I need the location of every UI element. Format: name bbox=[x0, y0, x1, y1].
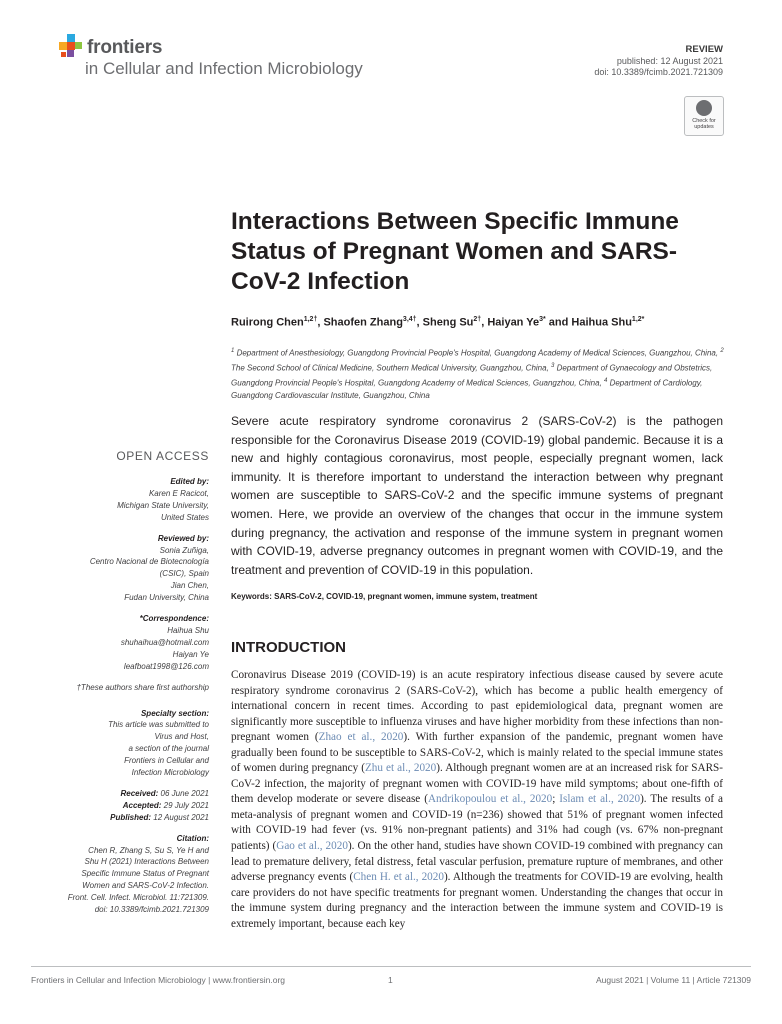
sidebar-line: United States bbox=[160, 512, 209, 522]
sidebar-line: Infection Microbiology bbox=[131, 768, 209, 778]
check-updates-button[interactable] bbox=[684, 96, 724, 136]
date-label: Received: bbox=[120, 788, 161, 798]
introduction-body bbox=[231, 668, 723, 932]
sidebar-line[interactable]: leafboat1998@126.com bbox=[123, 661, 209, 671]
sidebar-line: a section of the journal bbox=[128, 744, 209, 754]
date-label: Published: bbox=[110, 812, 154, 822]
reviewed-by-list bbox=[60, 545, 209, 605]
specialty-label: Specialty section: bbox=[140, 708, 209, 718]
affiliation-number: 3 bbox=[551, 362, 555, 369]
sidebar-line: This article was submitted to bbox=[108, 720, 209, 730]
author-affil-marker: 3* bbox=[539, 316, 546, 323]
citation-label: Citation: bbox=[176, 833, 209, 843]
sidebar-line: Frontiers in Cellular and bbox=[124, 756, 209, 766]
body-text: ). With further expansion of the pandemic, pregnant women have gradually been found to be susceptible to SARS-CoV-2, which is mainly related to the special immune states of women during pregnancy ( bbox=[231, 731, 723, 775]
published-date: published: 12 August 2021 bbox=[616, 55, 723, 66]
footer-divider bbox=[31, 966, 751, 967]
author-name[interactable]: Shaofen Zhang bbox=[323, 316, 403, 329]
citation-link[interactable]: Islam et al., 2020 bbox=[559, 793, 641, 806]
author-list: Ruirong Chen$^{1,2\dagger}$, Shaofen Zhang$^{3,4\dagger}$, Sheng $Su^{2\dagger}$, Haiyan $Ye^{3*}$ and Haihua Shu$^{1,2*}$ bbox=[231, 316, 645, 329]
dates-list bbox=[60, 788, 209, 824]
sidebar-line: Haiyan Ye bbox=[172, 649, 209, 659]
citation-link[interactable]: Andrikopoulou et al., 2020 bbox=[427, 793, 553, 806]
open-access-label: OPEN ACCESS bbox=[116, 449, 209, 463]
date-row bbox=[60, 788, 209, 800]
keywords-list: SARS-CoV-2, COVID-19, pregnant women, immune system, treatment bbox=[274, 592, 538, 601]
edited-by-list bbox=[60, 488, 209, 524]
author-name[interactable]: Haihua Shu bbox=[571, 316, 632, 329]
brand-name: frontiers bbox=[87, 37, 163, 58]
introduction-heading: INTRODUCTION bbox=[231, 639, 346, 656]
citation-link[interactable]: Zhu et al., 2020 bbox=[364, 762, 437, 775]
citation-list bbox=[60, 845, 209, 916]
date-row bbox=[60, 800, 209, 812]
sidebar-line: Centro Nacional de Biotecnología bbox=[89, 557, 209, 567]
sidebar-line: Michigan State University, bbox=[117, 500, 209, 510]
article-type: REVIEW bbox=[685, 44, 723, 55]
check-updates-label: Check for updates bbox=[692, 118, 716, 130]
edited-by-label: Edited by: bbox=[170, 477, 209, 486]
abstract: Severe acute respiratory syndrome coronavirus 2 (SARS-CoV-2) is the pathogen responsible for the Coronavirus Disease 2019 (COVID-19) global pandemic. Because it is a new and highly contagious coronavirus, most people, especially pregnant women, lack immunity. It is therefore important to understand the interaction between why pregnant women are susceptible to SARS-CoV-2 and the specific immune systems of pregnant women. Here, we provide an overview of the changes that occur in the immune system during pregnancy, the activation and response of the immune system in pregnant women with COVID-19, adverse pregnancy outcomes in pregnant women with COVID-19, and the treatment and prevention of COVID-19 in this population. bbox=[231, 414, 723, 577]
author-affil-marker: 1,2* bbox=[631, 316, 645, 323]
article-meta bbox=[594, 44, 723, 79]
keywords-label: Keywords: bbox=[231, 592, 272, 601]
affiliation-text: Department of Cardiology, Guangdong Cardiovascular Institute, Guangzhou, China bbox=[231, 378, 703, 400]
affiliations bbox=[231, 345, 731, 402]
affiliation-number: 4 bbox=[604, 377, 608, 384]
body-text: ; bbox=[552, 793, 560, 806]
body-text: Coronavirus Disease 2019 (COVID-19) is an acute respiratory infectious disease caused by severe acute respiratory syndrome coronavirus 2 (SARS-CoV-2), which has become a public health emergency of international concern in recent times. According to past epidemiological data, pregnant women are significantly more susceptible to influenza viruses and have higher morbidity from these infections than non-pregnant women ( bbox=[231, 669, 723, 744]
specialty-list bbox=[60, 719, 209, 779]
sidebar bbox=[60, 449, 209, 916]
date-value: 12 August 2021 bbox=[153, 812, 209, 822]
footer-journal: Frontiers in Cellular and Infection Microbiology | www.frontiersin.org bbox=[31, 975, 286, 985]
page-number: 1 bbox=[388, 975, 393, 985]
sidebar-line: Haihua Shu bbox=[167, 625, 209, 635]
body-text: ). On the other hand, studies have shown COVID-19 combined with pregnancy can lead to premature delivery, fetal distress, fetal vascular perfusion, premature rupture of membranes, and other adverse pregnancy events ( bbox=[231, 840, 723, 884]
sidebar-line: doi: 10.3389/fcimb.2021.721309 bbox=[94, 905, 209, 915]
affiliation-number: 2 bbox=[720, 348, 724, 354]
author-affil-marker: 1,2† bbox=[303, 316, 318, 323]
equal-contribution-note: †These authors share first authorship bbox=[76, 682, 209, 692]
sidebar-line: Karen E Racicot, bbox=[148, 488, 209, 498]
body-text: ). Although pregnant women are at an increased risk for SARS-CoV-2 infection, the majority of pregnant women with COVID-19 have mild symptoms; about one-fifth of them develop moderate or severe disease ( bbox=[231, 762, 724, 806]
keywords bbox=[231, 592, 537, 601]
sidebar-line: Shu H (2021) Interactions Between bbox=[84, 857, 209, 867]
sidebar-line[interactable]: shuhaihua@hotmail.com bbox=[120, 637, 209, 647]
author-affil-marker: 3,4† bbox=[402, 316, 417, 323]
sidebar-line: Women and SARS-CoV-2 Infection. bbox=[82, 881, 209, 891]
affiliation-text: Department of Gynaecology and Obstetrics, Guangdong Provincial People's Hospital, Guangdong Academy of Medical Sciences, Guangzhou, China, bbox=[231, 363, 713, 388]
correspondence-list bbox=[60, 625, 209, 673]
sidebar-line: Jian Chen, bbox=[170, 581, 209, 591]
sidebar-line: Chen R, Zhang S, Su S, Ye H and bbox=[88, 845, 209, 855]
correspondence-label: *Correspondence: bbox=[139, 614, 209, 624]
sidebar-line: (CSIC), Spain bbox=[159, 569, 209, 579]
frontiers-logo-icon bbox=[59, 34, 85, 60]
date-value: 06 June 2021 bbox=[160, 788, 209, 798]
sidebar-line: Virus and Host, bbox=[154, 732, 209, 742]
author-affil-marker: 2† bbox=[473, 316, 482, 323]
date-label: Accepted: bbox=[122, 800, 164, 810]
affiliation-text: The Second School of Clinical Medicine, Southern Medical University, Guangzhou, China, bbox=[231, 363, 552, 373]
sidebar-line: Front. Cell. Infect. Microbiol. 11:721309. bbox=[67, 893, 209, 903]
date-row bbox=[60, 812, 209, 824]
journal-name: in Cellular and Infection Microbiology bbox=[85, 59, 363, 78]
sidebar-line: Specific Immune Status of Pregnant bbox=[81, 869, 209, 879]
citation-link[interactable]: Chen H. et al., 2020 bbox=[353, 871, 444, 884]
sidebar-line: Sonia Zuñiga, bbox=[159, 545, 209, 555]
author-name[interactable]: Haiyan Ye bbox=[487, 316, 540, 329]
date-value: 29 July 2021 bbox=[163, 800, 209, 810]
footer-issue: August 2021 | Volume 11 | Article 721309 bbox=[595, 975, 751, 985]
citation-link[interactable]: Gao et al., 2020 bbox=[276, 840, 348, 853]
author-name[interactable]: Sheng Su bbox=[422, 316, 474, 329]
article-doi[interactable]: doi: 10.3389/fcimb.2021.721309 bbox=[594, 67, 723, 77]
body-text: ). The results of a meta-analysis of pregnant women and COVID-19 (n=236) showed that 51% of pregnant women infected with COVID-19 had fever (vs. 91% non-pregnant patients) and 31% had cough (vs. 67% non-pregnant patients) ( bbox=[231, 793, 724, 853]
sidebar-line: Fudan University, China bbox=[124, 593, 209, 603]
affiliation-text: Department of Anesthesiology, Guangdong Provincial People's Hospital, Guangdong Academy of Medical Sciences, Guangzhou, China, bbox=[234, 348, 721, 358]
affiliation-number: 1 bbox=[231, 348, 235, 354]
body-text: ). Although the treatments for COVID-19 are evolving, health care providers do not have specific treatments for pregnant women. Understanding the changes that occur in the immune system during pregnancy and the interaction between the immune system and COVID-19 is extremely important, because each key bbox=[231, 871, 724, 930]
citation-link[interactable]: Zhao et al., 2020 bbox=[318, 731, 404, 744]
author-name[interactable]: Ruirong Chen bbox=[231, 316, 304, 329]
reviewed-by-label: Reviewed by: bbox=[157, 533, 209, 543]
article-title: Interactions Between Specific Immune Status of Pregnant Women and SARS-CoV-2 Infection bbox=[231, 208, 679, 295]
check-updates-icon bbox=[696, 100, 712, 116]
